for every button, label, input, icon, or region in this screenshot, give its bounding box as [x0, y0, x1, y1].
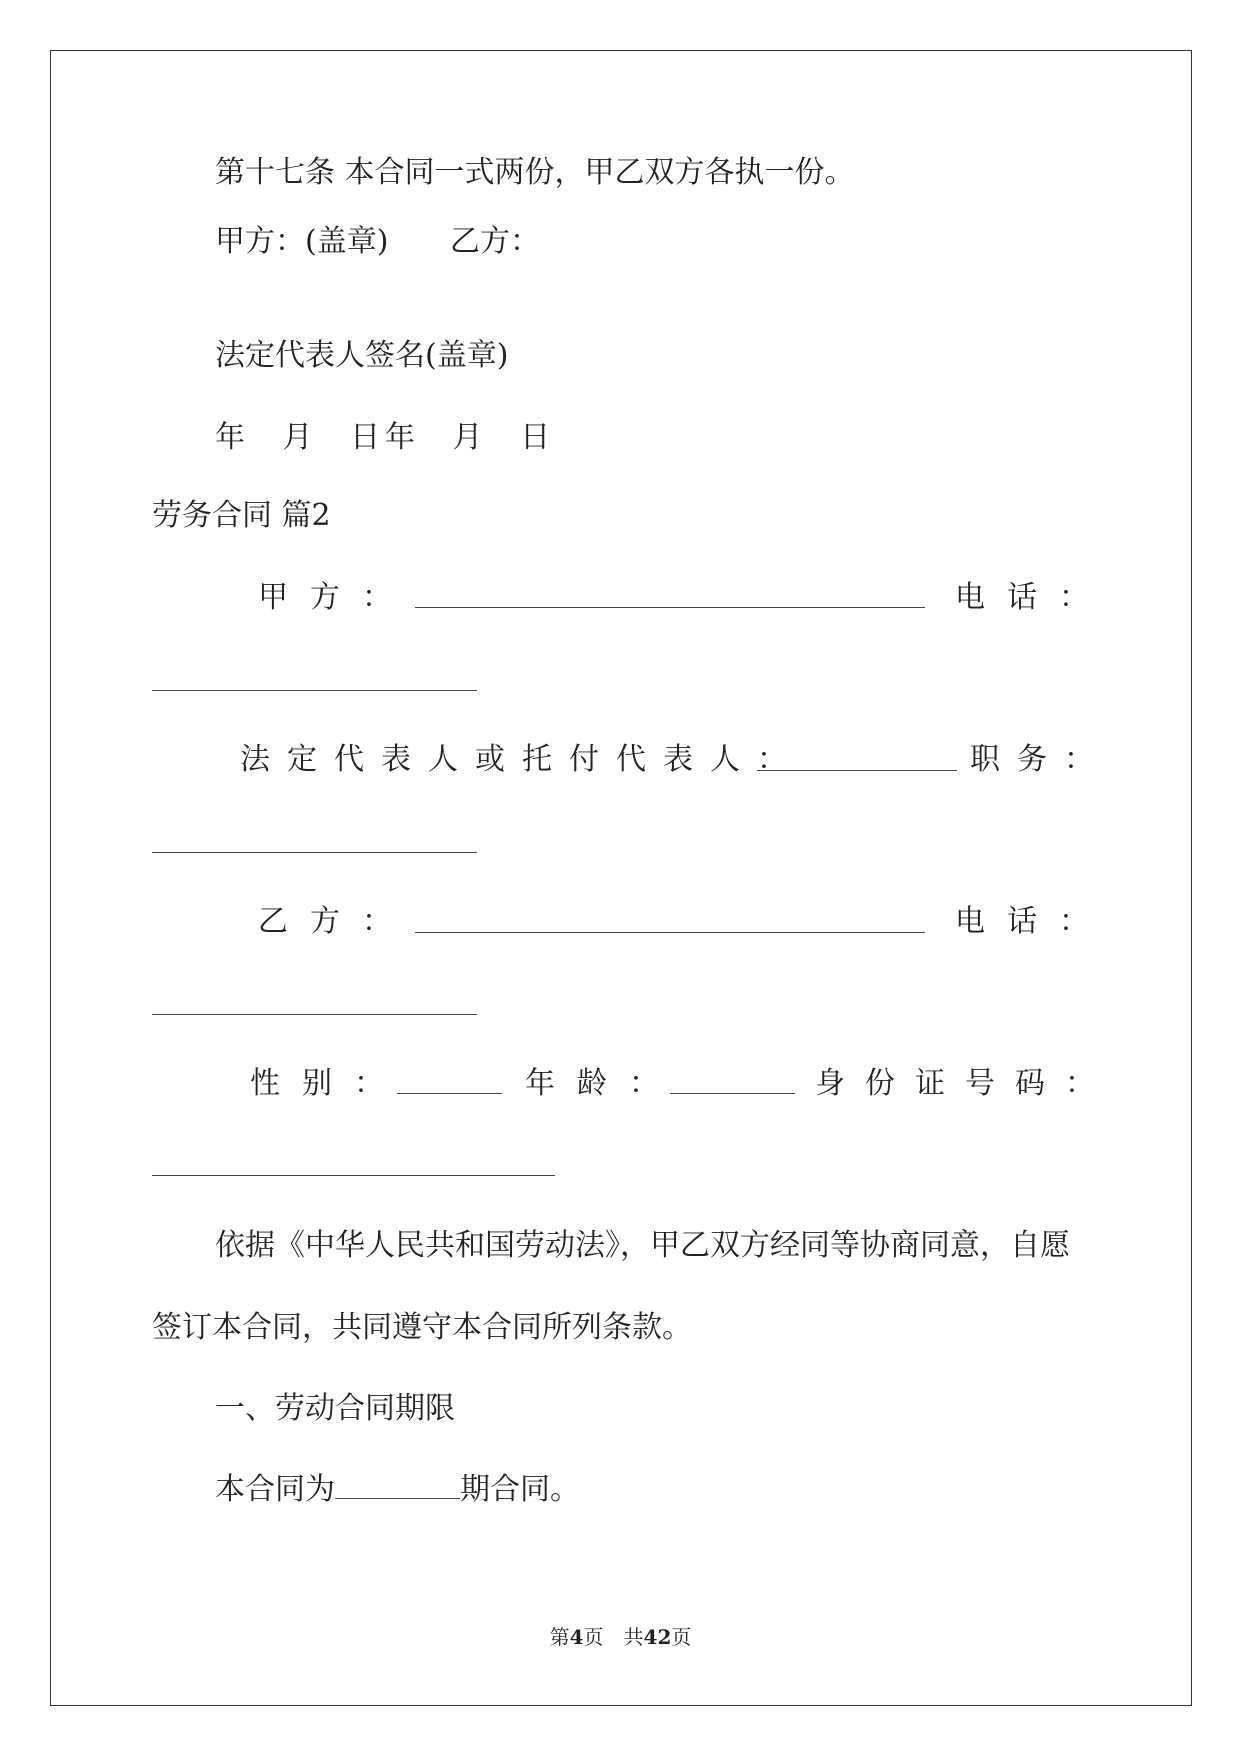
contract-term	[215, 1470, 580, 1510]
party-a-label: 甲方：	[258, 580, 414, 615]
section-title: 劳务合同 篇2	[152, 498, 331, 533]
paragraph-line-1: 依据《中华人民共和国劳动法》，甲乙双方经同等协商同意，自愿	[215, 1228, 1070, 1263]
legal-rep-signature: 法定代表人签名(盖章)	[215, 338, 509, 373]
representative-label: 法定代表人或托付代表人：	[240, 742, 804, 777]
party-a-phone-blank	[152, 690, 477, 691]
footer-page-prefix: 第	[549, 1625, 570, 1649]
gender-label: 性别：	[250, 1066, 406, 1101]
footer-total-pages: 42	[643, 1625, 672, 1649]
party-b-blank	[415, 932, 925, 933]
section-1-title: 一、劳动合同期限	[215, 1391, 455, 1426]
date-b: 年 月 日	[385, 420, 565, 455]
party-b-phone-blank	[152, 1014, 477, 1015]
party-b-label: 乙方：	[258, 904, 414, 939]
position-label: 职务：	[970, 742, 1111, 777]
page-footer	[0, 1625, 1241, 1649]
gender-blank	[397, 1093, 502, 1094]
age-blank	[670, 1093, 795, 1094]
footer-page-mid: 页 共	[583, 1625, 644, 1649]
party-b-sign: 乙方：	[450, 224, 540, 259]
page-border	[50, 50, 1192, 1706]
party-b-phone-label: 电话：	[955, 904, 1111, 939]
paragraph-line-2: 签订本合同，共同遵守本合同所列条款。	[152, 1310, 692, 1345]
age-label: 年龄：	[525, 1066, 681, 1101]
party-a-blank	[415, 607, 925, 608]
term-blank	[335, 1470, 460, 1499]
party-a-seal: 甲方：(盖章)	[215, 224, 389, 259]
party-a-phone-label: 电话：	[955, 580, 1111, 615]
footer-page-number: 4	[569, 1625, 584, 1649]
representative-blank	[757, 770, 957, 771]
date-a: 年 月 日	[215, 420, 395, 455]
term-suffix: 期合同。	[460, 1472, 580, 1507]
clause-17: 第十七条 本合同一式两份，甲乙双方各执一份。	[215, 155, 855, 190]
id-number-blank	[152, 1175, 555, 1176]
id-number-label: 身份证号码：	[815, 1066, 1115, 1101]
position-blank	[152, 852, 477, 853]
term-prefix: 本合同为	[215, 1472, 335, 1507]
footer-page-suffix: 页	[671, 1625, 692, 1649]
